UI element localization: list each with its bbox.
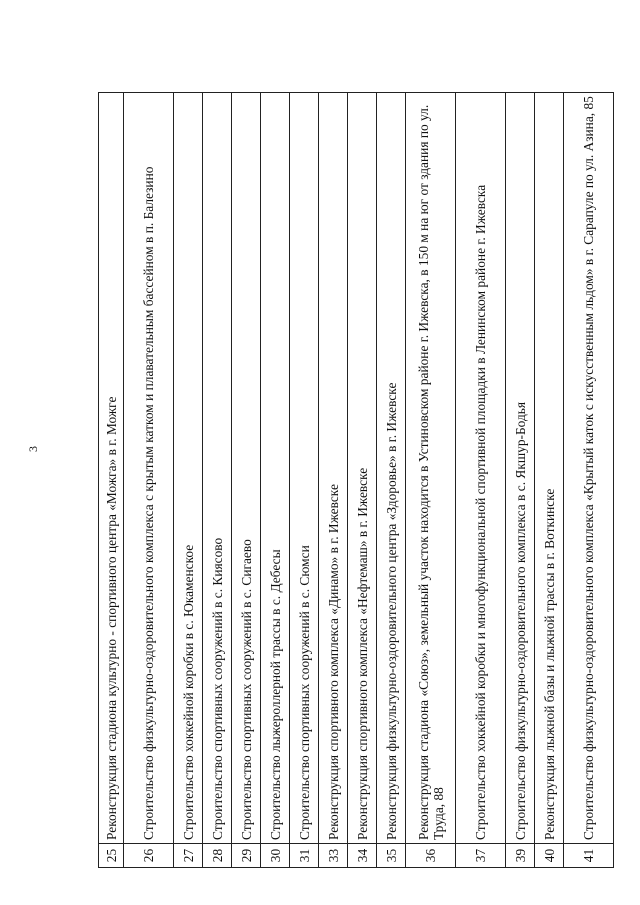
- table-row: [506, 93, 535, 868]
- row-text: Строительство физкультурно-оздоровительного комплекса с крытым катком и плавательным бассейном в п. Балезино: [124, 93, 174, 844]
- table-row: [456, 93, 506, 868]
- row-text: Реконструкция лыжной базы и лыжной трассы в г. Воткинске: [535, 93, 564, 844]
- row-text: Реконструкция спортивного комплекса «Динамо» в г. Ижевске: [319, 93, 348, 844]
- row-number: 39: [506, 844, 535, 868]
- table-row: [564, 93, 614, 868]
- table-row: [203, 93, 232, 868]
- table-row: [406, 93, 456, 868]
- table-row: [377, 93, 406, 868]
- row-number: 30: [261, 844, 290, 868]
- table-row: [124, 93, 174, 868]
- row-number: 31: [290, 844, 319, 868]
- row-number: 34: [348, 844, 377, 868]
- table-row: [261, 93, 290, 868]
- table-row: [348, 93, 377, 868]
- row-number: 40: [535, 844, 564, 868]
- table-row: [535, 93, 564, 868]
- table-row: [319, 93, 348, 868]
- table-row: [99, 93, 124, 868]
- row-number: 29: [232, 844, 261, 868]
- row-number: 33: [319, 844, 348, 868]
- row-number: 28: [203, 844, 232, 868]
- row-text: Реконструкция стадиона «Союз», земельный участок находится в Устиновском районе г. Ижевска, в 150 м на юг от здания по ул. Труда, 88: [406, 93, 456, 844]
- row-number: 36: [406, 844, 456, 868]
- row-text: Реконструкция стадиона культурно - спортивного центра «Можга» в г. Можге: [99, 93, 124, 844]
- row-number: 37: [456, 844, 506, 868]
- row-text: Реконструкция физкультурно-оздоровительного центра «Здоровье» в г. Ижевске: [377, 93, 406, 844]
- row-text: Реконструкция спортивного комплекса «Нефтемаш» в г. Ижевске: [348, 93, 377, 844]
- row-number: 25: [99, 844, 124, 868]
- row-text: Строительство спортивных сооружений в с. Киясово: [203, 93, 232, 844]
- table-row: [290, 93, 319, 868]
- objects-table: [98, 92, 614, 868]
- row-text: Строительство хоккейной коробки в с. Юкаменское: [174, 93, 203, 844]
- page-number: 3: [26, 446, 40, 452]
- table-row: [232, 93, 261, 868]
- row-text: Строительство спортивных сооружений в с. Сюмси: [290, 93, 319, 844]
- row-number: 35: [377, 844, 406, 868]
- row-text: Строительство хоккейной коробки и многофункциональной спортивной площадки в Ленинском районе г. Ижевска: [456, 93, 506, 844]
- rotated-table-container: [98, 92, 601, 868]
- row-text: Строительство физкультурно-оздоровительного комплекса в с. Якшур-Бодья: [506, 93, 535, 844]
- row-number: 27: [174, 844, 203, 868]
- row-number: 41: [564, 844, 614, 868]
- row-text: Строительство спортивных сооружений в с. Сигаево: [232, 93, 261, 844]
- row-text: Строительство лыжероллерной трассы в с. Дебесы: [261, 93, 290, 844]
- table-row: [174, 93, 203, 868]
- row-number: 26: [124, 844, 174, 868]
- row-text: Строительство физкультурно-оздоровительного комплекса «Крытый каток с искусственным льдом» в г. Сарапуле по ул. Азина, 85: [564, 93, 614, 844]
